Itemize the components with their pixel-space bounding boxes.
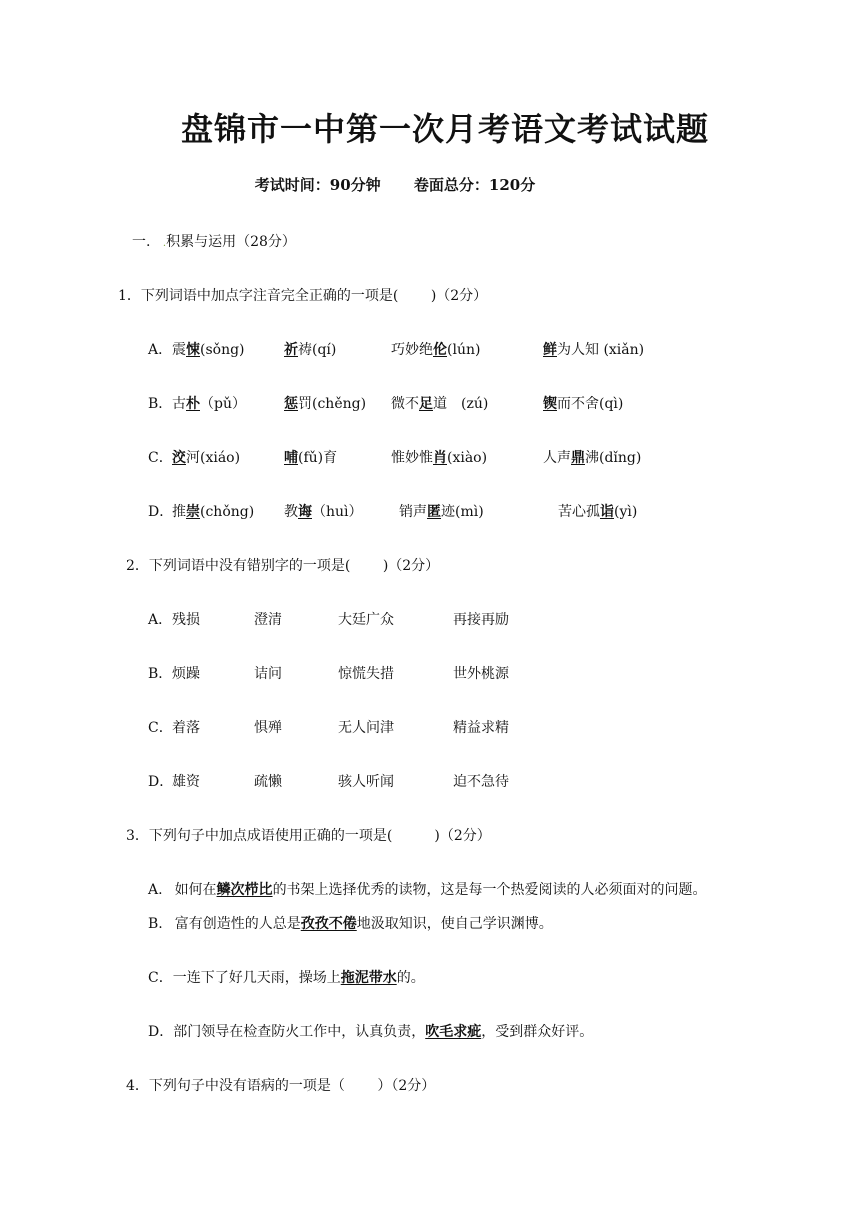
option-letter: B． — [148, 396, 173, 412]
option-word: 雄资 — [172, 774, 200, 790]
option-row — [0, 609, 860, 629]
option-word: 惊慌失措 — [338, 666, 394, 682]
dotted-char: 哺 — [284, 450, 298, 466]
dotted-idiom: 孜孜不倦 — [300, 916, 357, 932]
option-word: 无人问津 — [338, 720, 394, 736]
dotted-char: 朴 — [186, 396, 200, 412]
option-letter: B． — [148, 666, 173, 682]
option-letter: D． — [148, 1024, 174, 1040]
option-word: 微不足道 (zú) — [391, 396, 489, 412]
option-text: 的。 — [396, 970, 425, 986]
option-word: 推崇(chǒng) — [172, 504, 255, 520]
option-word: 鲜为人知 (xiǎn) — [543, 342, 645, 358]
total-score: 卷面总分：120分 — [413, 176, 536, 194]
option-row — [0, 717, 860, 737]
option-word: 疏懒 — [254, 774, 282, 790]
option-word: 巧妙绝伦(lún) — [391, 342, 481, 358]
dotted-char: 诣 — [600, 504, 614, 520]
exam-time: 考试时间：90分钟 — [254, 176, 381, 194]
option-text: 地汲取知识，使自己学识渊博。 — [356, 916, 553, 932]
option-word: 教诲（huì） — [284, 504, 363, 520]
option-word: 残损 — [172, 612, 200, 628]
dotted-char: 鼎 — [571, 450, 585, 466]
dotted-char: 肖 — [433, 450, 447, 466]
dotted-char: 洨 — [172, 450, 186, 466]
option-text: 部门领导在检查防火工作中，认真负责， — [173, 1024, 426, 1040]
question-2-stem: 2．下列词语中没有错别字的一项是( )（2分） — [126, 558, 440, 574]
option-word: 世外桃源 — [453, 666, 509, 682]
option-text: ，受到群众好评。 — [481, 1024, 594, 1040]
option-word: 诘问 — [254, 666, 282, 682]
option-letter: C． — [148, 450, 173, 466]
exam-info — [0, 174, 790, 195]
option-word: 精益求精 — [453, 720, 509, 736]
option-word: 迫不急待 — [453, 774, 509, 790]
dotted-char: 伦 — [433, 342, 447, 358]
dotted-char: 祈 — [284, 342, 298, 358]
option-word: 澄清 — [254, 612, 282, 628]
option-row — [0, 663, 860, 683]
option-word: 锲而不舍(qì) — [543, 396, 624, 412]
option-letter: A． — [148, 612, 173, 628]
option-row — [148, 1021, 593, 1041]
option-text: 富有创造性的人总是 — [174, 916, 301, 932]
option-word: 骇人听闻 — [338, 774, 394, 790]
section-number: 一. — [132, 234, 151, 250]
option-row — [148, 967, 425, 987]
dotted-char: 锲 — [543, 396, 557, 412]
dotted-char: 悚 — [186, 342, 200, 358]
option-word: 洨河(xiáo) — [172, 450, 241, 466]
option-row — [0, 447, 860, 467]
option-word: 人声鼎沸(dǐng) — [543, 450, 642, 466]
dotted-idiom: 鳞次栉比 — [216, 882, 273, 898]
option-letter: C． — [148, 970, 173, 986]
question-1-stem: 1．下列词语中加点字注音完全正确的一项是( )（2分） — [118, 288, 488, 304]
section-heading: 一. .积累与运用（28分） — [132, 234, 296, 250]
option-row — [0, 501, 860, 521]
option-letter: A． — [148, 342, 173, 358]
option-row — [148, 879, 707, 899]
dotted-char: 诲 — [298, 504, 312, 520]
option-word: 惟妙惟肖(xiào) — [391, 450, 488, 466]
option-word: 着落 — [172, 720, 200, 736]
dotted-char: 崇 — [186, 504, 200, 520]
question-3-stem: 3．下列句子中加点成语使用正确的一项是( )（2分） — [126, 828, 491, 844]
option-letter: D． — [148, 504, 174, 520]
option-letter: D． — [148, 774, 174, 790]
option-word: 大廷广众 — [338, 612, 394, 628]
dotted-idiom: 吹毛求疵 — [425, 1024, 482, 1040]
option-row — [0, 339, 860, 359]
dotted-char: 匿 — [427, 504, 441, 520]
option-word: 苦心孤诣(yì) — [558, 504, 638, 520]
option-word: 销声匿迹(mì) — [399, 504, 484, 520]
option-row — [0, 771, 860, 791]
option-word: 惩罚(chěng) — [284, 396, 367, 412]
option-word: 震悚(sǒng) — [172, 342, 245, 358]
option-word: 祈祷(qí) — [284, 342, 337, 358]
option-word: 再接再励 — [453, 612, 509, 628]
question-4-stem: 4．下列句子中没有语病的一项是（ ）（2分） — [126, 1078, 436, 1094]
dotted-char: 足 — [419, 396, 433, 412]
option-letter: C． — [148, 720, 173, 736]
option-text: 如何在 — [174, 882, 217, 898]
option-word: 惧殚 — [254, 720, 282, 736]
dotted-char: 鲜 — [543, 342, 557, 358]
option-word: 烦躁 — [172, 666, 200, 682]
option-letter: B. — [148, 916, 163, 932]
option-word: 哺(fǔ)育 — [284, 450, 338, 466]
page-title: 盘锦市一中第一次月考语文考试试题 — [180, 110, 709, 148]
option-text: 的书架上选择优秀的读物，这是每一个热爱阅读的人必须面对的问题。 — [272, 882, 707, 898]
option-row — [0, 393, 860, 413]
option-text: 一连下了好几天雨，操场上 — [172, 970, 341, 986]
option-letter: A. — [148, 882, 163, 898]
option-word: 古朴（pǔ） — [172, 396, 246, 412]
dotted-idiom: 拖泥带水 — [340, 970, 397, 986]
section-label: 积累与运用（28分） — [166, 234, 296, 250]
option-row — [148, 913, 553, 933]
dotted-char: 惩 — [284, 396, 298, 412]
